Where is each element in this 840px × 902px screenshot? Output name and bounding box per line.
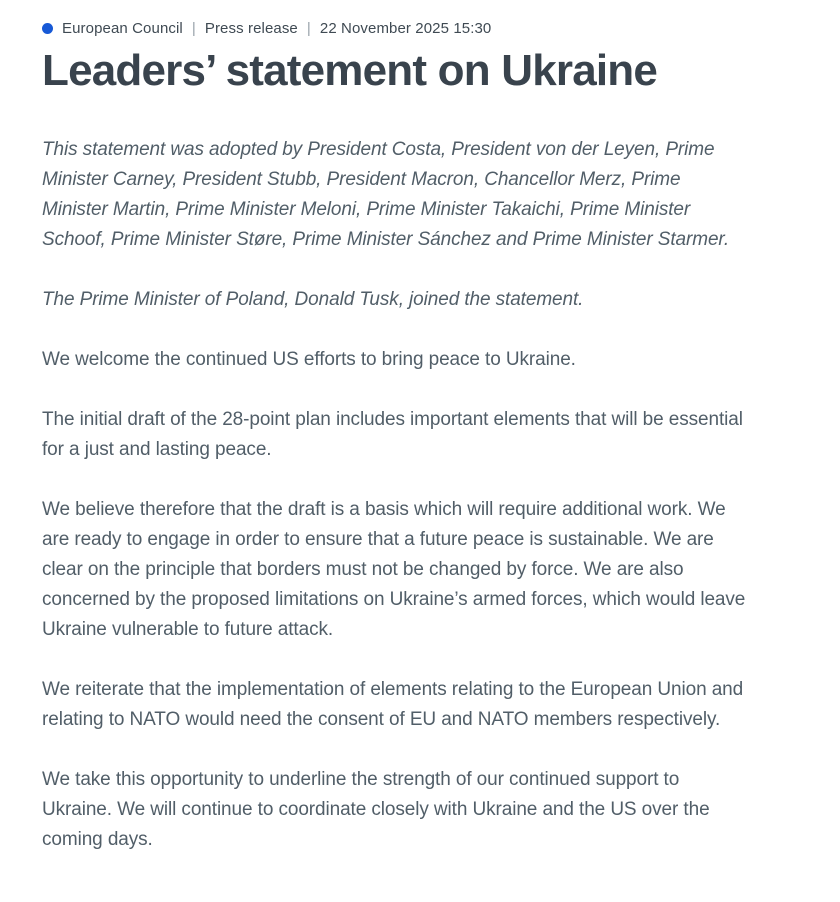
meta-datetime: 22 November 2025 15:30 bbox=[319, 20, 492, 37]
paragraph-additional-work: We believe therefore that the draft is a basis which will require additional work. We are ready to engage in order to ensure that a future peace is sustainable. We are clear on the principle that borders must not be changed by force. We are also concerned by the proposed limitations on Ukraine’s armed forces, which would leave Ukraine vulnerable to future attack. bbox=[42, 498, 746, 640]
meta-source: European Council bbox=[62, 20, 183, 37]
paragraph-adopted-by: This statement was adopted by President Costa, President von der Leyen, Prime Minister Carney, President Stubb, President Macron, Chancellor Merz, Prime Minister Martin, Prime Minister Meloni, Prime Minister Takaichi, Prime Minister Schoof, Prime Minister Støre, Prime Minister Sánchez and Prime Minister Starmer. bbox=[42, 138, 730, 250]
meta-separator-2: | bbox=[306, 20, 311, 37]
meta-type: Press release bbox=[204, 20, 298, 37]
page-title: Leaders’ statement on Ukraine bbox=[42, 46, 658, 95]
paragraph-eu-nato-consent: We reiterate that the implementation of elements relating to the European Union and relating to NATO would need the consent of EU and NATO members respectively. bbox=[42, 678, 744, 730]
paragraph-continued-support: We take this opportunity to underline the strength of our continued support to Ukraine. We will continue to coordinate closely with Ukraine and the US over the coming days. bbox=[42, 768, 710, 850]
paragraph-poland-joined: The Prime Minister of Poland, Donald Tusk, joined the statement. bbox=[42, 288, 584, 310]
statement-body bbox=[42, 135, 748, 855]
meta-separator-1: | bbox=[191, 20, 196, 37]
paragraph-welcome-us-efforts: We welcome the continued US efforts to bring peace to Ukraine. bbox=[42, 348, 576, 370]
meta-bar bbox=[42, 20, 798, 37]
bullet-icon bbox=[42, 23, 53, 34]
paragraph-initial-draft: The initial draft of the 28-point plan includes important elements that will be essential for a just and lasting peace. bbox=[42, 408, 743, 460]
